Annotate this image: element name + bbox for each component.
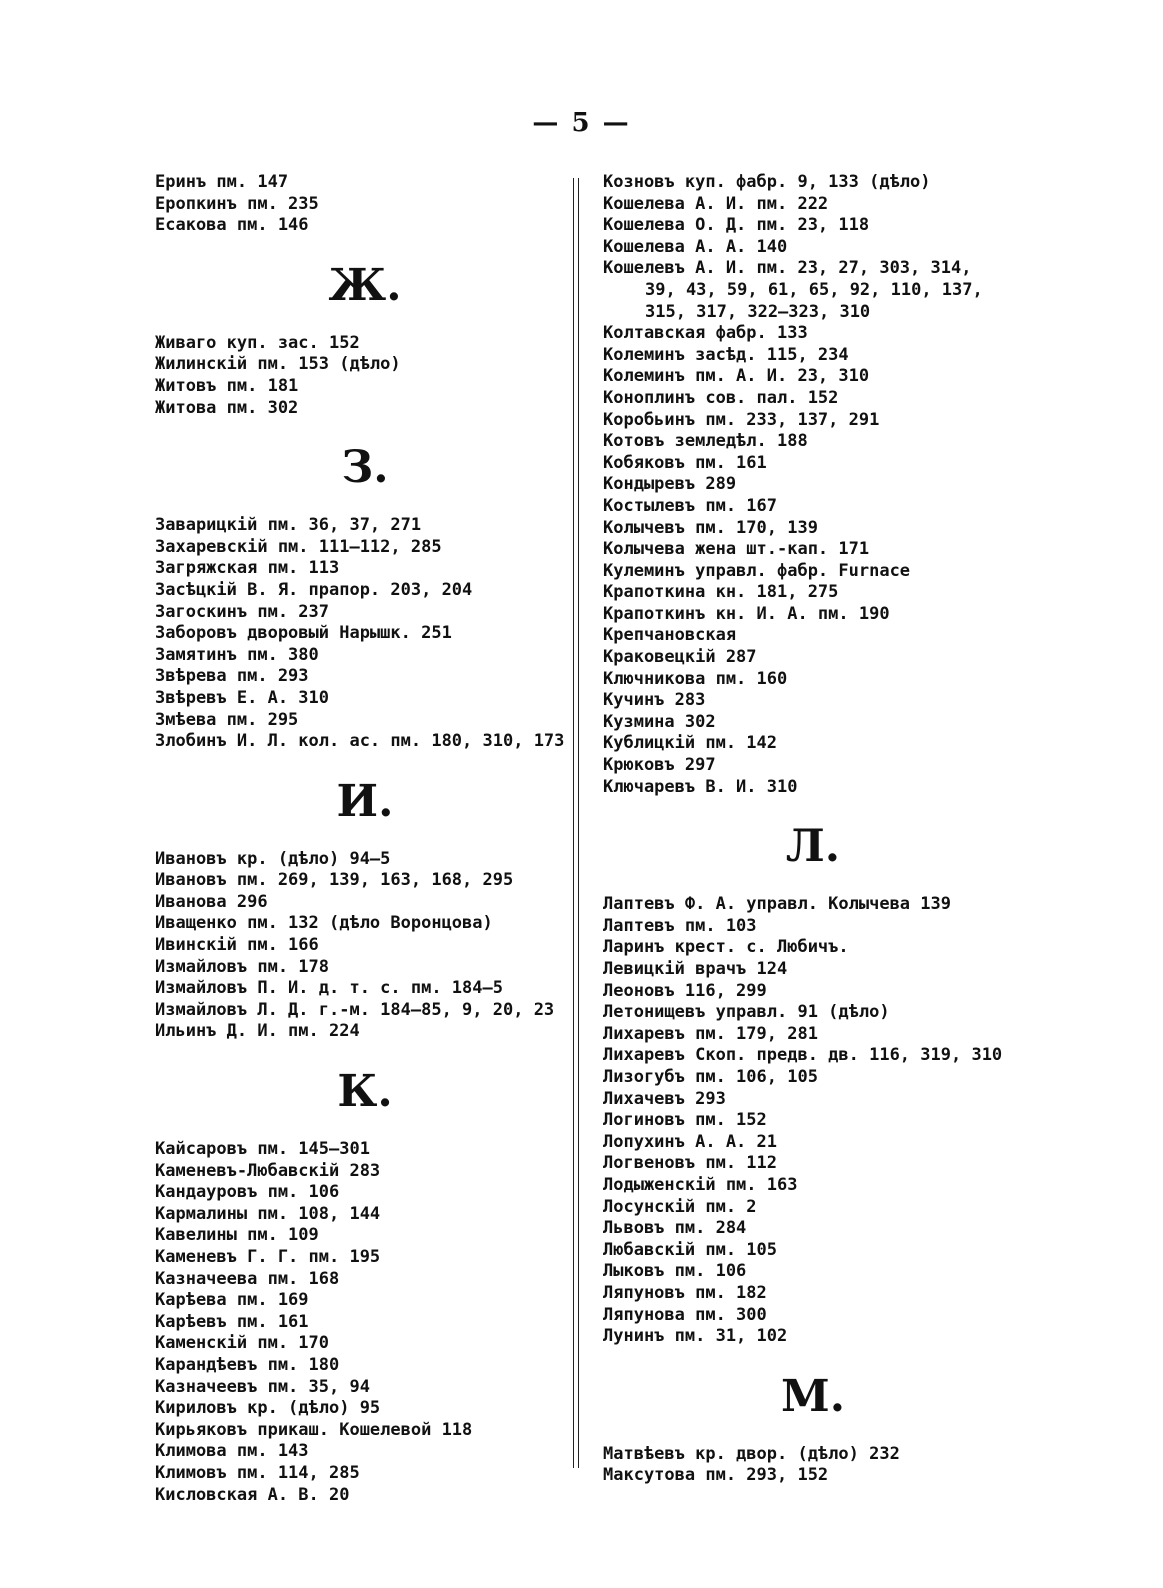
index-entry: Крапоткина кн. 181, 275: [603, 582, 839, 603]
index-entry: Логиновъ пм. 152: [603, 1110, 767, 1131]
index-entry: Лодыженскій пм. 163: [603, 1174, 798, 1195]
index-entry-continuation: 315, 317, 322—323, 310: [645, 301, 871, 322]
index-entry: Кошелева А. И. пм. 222: [603, 193, 829, 214]
index-entry: Коробьинъ пм. 233, 137, 291: [603, 409, 880, 430]
index-entry: Кисловская А. В. 20: [155, 1484, 350, 1505]
index-entry: Ляпунова пм. 300: [603, 1304, 767, 1325]
index-entry: Лаптевъ Ф. А. управл. Колычева 139: [603, 894, 951, 915]
index-entry: Кандауровъ пм. 106: [155, 1182, 340, 1203]
index-entry: Колычевъ пм. 170, 139: [603, 517, 818, 538]
index-entry: Кобяковъ пм. 161: [603, 452, 767, 473]
index-entry: Матвѣевъ кр. двор. (дѣло) 232: [603, 1443, 900, 1464]
index-entry: Леоновъ 116, 299: [603, 980, 767, 1001]
index-entry: Колычева жена шт.-кап. 171: [603, 539, 870, 560]
index-entry: Любавскій пм. 105: [603, 1239, 777, 1260]
index-entry: Засѣцкій В. Я. прапор. 203, 204: [155, 579, 473, 600]
index-entry: Колеминъ засѣд. 115, 234: [603, 344, 849, 365]
index-entry: Казначеева пм. 168: [155, 1268, 340, 1289]
index-column-left: [155, 172, 575, 1506]
section-letter-heading: И.: [336, 775, 394, 827]
index-entry: Кошелевъ А. И. пм. 23, 27, 303, 314,: [603, 258, 972, 279]
index-entry: Измайловъ Л. Д. г.-м. 184—85, 9, 20, 23: [155, 999, 555, 1020]
index-entry: Замятинъ пм. 380: [155, 644, 319, 665]
index-entry: Кайсаровъ пм. 145—301: [155, 1139, 370, 1160]
index-entry: Ивановъ кр. (дѣло) 94—5: [155, 848, 391, 869]
index-entry: Змѣева пм. 295: [155, 709, 299, 730]
section-letter-heading: З.: [341, 442, 389, 494]
section-letter-heading: Ж.: [328, 259, 402, 311]
index-entry: Ивинскій пм. 166: [155, 935, 319, 956]
index-entry: Лизогубъ пм. 106, 105: [603, 1066, 818, 1087]
index-entry: Лаптевъ пм. 103: [603, 915, 757, 936]
index-entry: Кондыревъ 289: [603, 474, 737, 495]
index-entry: Краковецкій 287: [603, 647, 757, 668]
index-entry: Карѣева пм. 169: [155, 1290, 309, 1311]
index-entry: Кулеминъ управл. фабр. Furnace: [603, 560, 911, 581]
index-entry: Загоскинъ пм. 237: [155, 601, 329, 622]
index-entry: Крепчановская: [603, 625, 737, 646]
index-entry: Котовъ земледѣл. 188: [603, 431, 808, 452]
index-entry: Лихаревъ пм. 179, 281: [603, 1023, 818, 1044]
index-entry: Лопухинъ А. А. 21: [603, 1131, 777, 1152]
section-letter-heading: М.: [780, 1370, 846, 1422]
section-letter-heading: Л.: [785, 821, 841, 873]
index-entry: Каменевъ Г. Г. пм. 195: [155, 1247, 381, 1267]
index-entry: Левицкій врачъ 124: [603, 959, 788, 979]
index-entry: Загряжская пм. 113: [155, 558, 340, 579]
index-entry: Максутова пм. 293, 152: [603, 1465, 829, 1486]
index-entry: Кавелины пм. 109: [155, 1225, 319, 1246]
page-number: — 5 —: [532, 108, 631, 138]
index-entry: Злобинъ И. Л. кол. ас. пм. 180, 310, 173: [155, 731, 565, 752]
section-letter-heading: К.: [337, 1066, 393, 1118]
index-entry: Козновъ куп. фабр. 9, 133 (дѣло): [603, 172, 931, 192]
index-entry: Ляпуновъ пм. 182: [603, 1282, 767, 1303]
index-entry: Львовъ пм. 284: [603, 1218, 747, 1239]
index-entry: Летонищевъ управл. 91 (дѣло): [603, 1002, 890, 1023]
index-entry: Кирьяковъ прикаш. Кошелевой 118: [155, 1419, 473, 1440]
index-entry-continuation: 39, 43, 59, 61, 65, 92, 110, 137,: [645, 279, 983, 300]
index-entry: Кучинъ 283: [603, 690, 706, 711]
index-entry: Живаго куп. зас. 152: [155, 332, 360, 353]
index-entry: Иващенко пм. 132 (дѣло Воронцова): [155, 913, 493, 934]
index-entry: Кублицкій пм. 142: [603, 733, 777, 754]
index-entry: Карѣевъ пм. 161: [155, 1311, 309, 1332]
index-entry: Кошелева А. А. 140: [603, 236, 788, 257]
index-entry: Еринъ пм. 147: [155, 172, 289, 192]
index-entry: Ивановъ пм. 269, 139, 163, 168, 295: [155, 870, 514, 891]
column-divider: [573, 178, 579, 1468]
index-entry: Колеминъ пм. А. И. 23, 310: [603, 366, 870, 387]
index-entry: Заварицкій пм. 36, 37, 271: [155, 515, 422, 536]
index-entry: Лихачевъ 293: [603, 1088, 726, 1109]
index-entry: Звѣревъ Е. А. 310: [155, 687, 329, 708]
index-entry: Заборовъ дворовый Нарышк. 251: [155, 623, 452, 644]
index-entry: Захаревскій пм. 111—112, 285: [155, 536, 442, 557]
index-entry: Казначеевъ пм. 35, 94: [155, 1376, 370, 1397]
index-entry: Кошелева О. Д. пм. 23, 118: [603, 215, 870, 236]
index-entry: Ключникова пм. 160: [603, 668, 788, 689]
index-entry: Карандѣевъ пм. 180: [155, 1354, 340, 1375]
index-entry: Кармалины пм. 108, 144: [155, 1203, 381, 1224]
index-entry: Измайловъ пм. 178: [155, 956, 329, 977]
index-entry: Крапоткинъ кн. И. А. пм. 190: [603, 603, 890, 624]
index-entry: Кириловъ кр. (дѣло) 95: [155, 1398, 381, 1419]
index-entry: Крюковъ 297: [603, 755, 716, 776]
index-entry: Ларинъ крест. с. Любичъ.: [603, 937, 849, 958]
index-entry: Ильинъ Д. И. пм. 224: [155, 1021, 360, 1042]
index-entry: Звѣрева пм. 293: [155, 666, 309, 687]
index-entry: Колтавская фабр. 133: [603, 323, 808, 344]
index-entry: Костылевъ пм. 167: [603, 495, 777, 516]
index-entry: Ключаревъ В. И. 310: [603, 776, 798, 797]
index-column-right: [603, 172, 1023, 1487]
index-entry: Логвеновъ пм. 112: [603, 1153, 777, 1174]
index-entry: Лунинъ пм. 31, 102: [603, 1326, 788, 1347]
index-entry: Каменскій пм. 170: [155, 1333, 329, 1354]
index-entry: Измайловъ П. И. д. т. с. пм. 184—5: [155, 978, 503, 999]
index-entry: Еропкинъ пм. 235: [155, 193, 319, 214]
index-entry: Иванова 296: [155, 891, 268, 912]
index-entry: Лихаревъ Скоп. предв. дв. 116, 319, 310: [603, 1045, 1003, 1066]
index-entry: Каменевъ-Любавскій 283: [155, 1160, 381, 1181]
index-entry: Есакова пм. 146: [155, 215, 309, 236]
index-entry: Коноплинъ сов. пал. 152: [603, 387, 839, 408]
index-entry: Жилинскій пм. 153 (дѣло): [155, 354, 401, 375]
index-entry: Кузмина 302: [603, 711, 716, 732]
index-entry: Климова пм. 143: [155, 1441, 309, 1462]
index-entry: Житова пм. 302: [155, 397, 299, 418]
index-entry: Житовъ пм. 181: [155, 375, 299, 396]
index-entry: Лосунскій пм. 2: [603, 1196, 757, 1217]
index-entry: Лыковъ пм. 106: [603, 1261, 747, 1282]
index-entry: Климовъ пм. 114, 285: [155, 1462, 360, 1483]
